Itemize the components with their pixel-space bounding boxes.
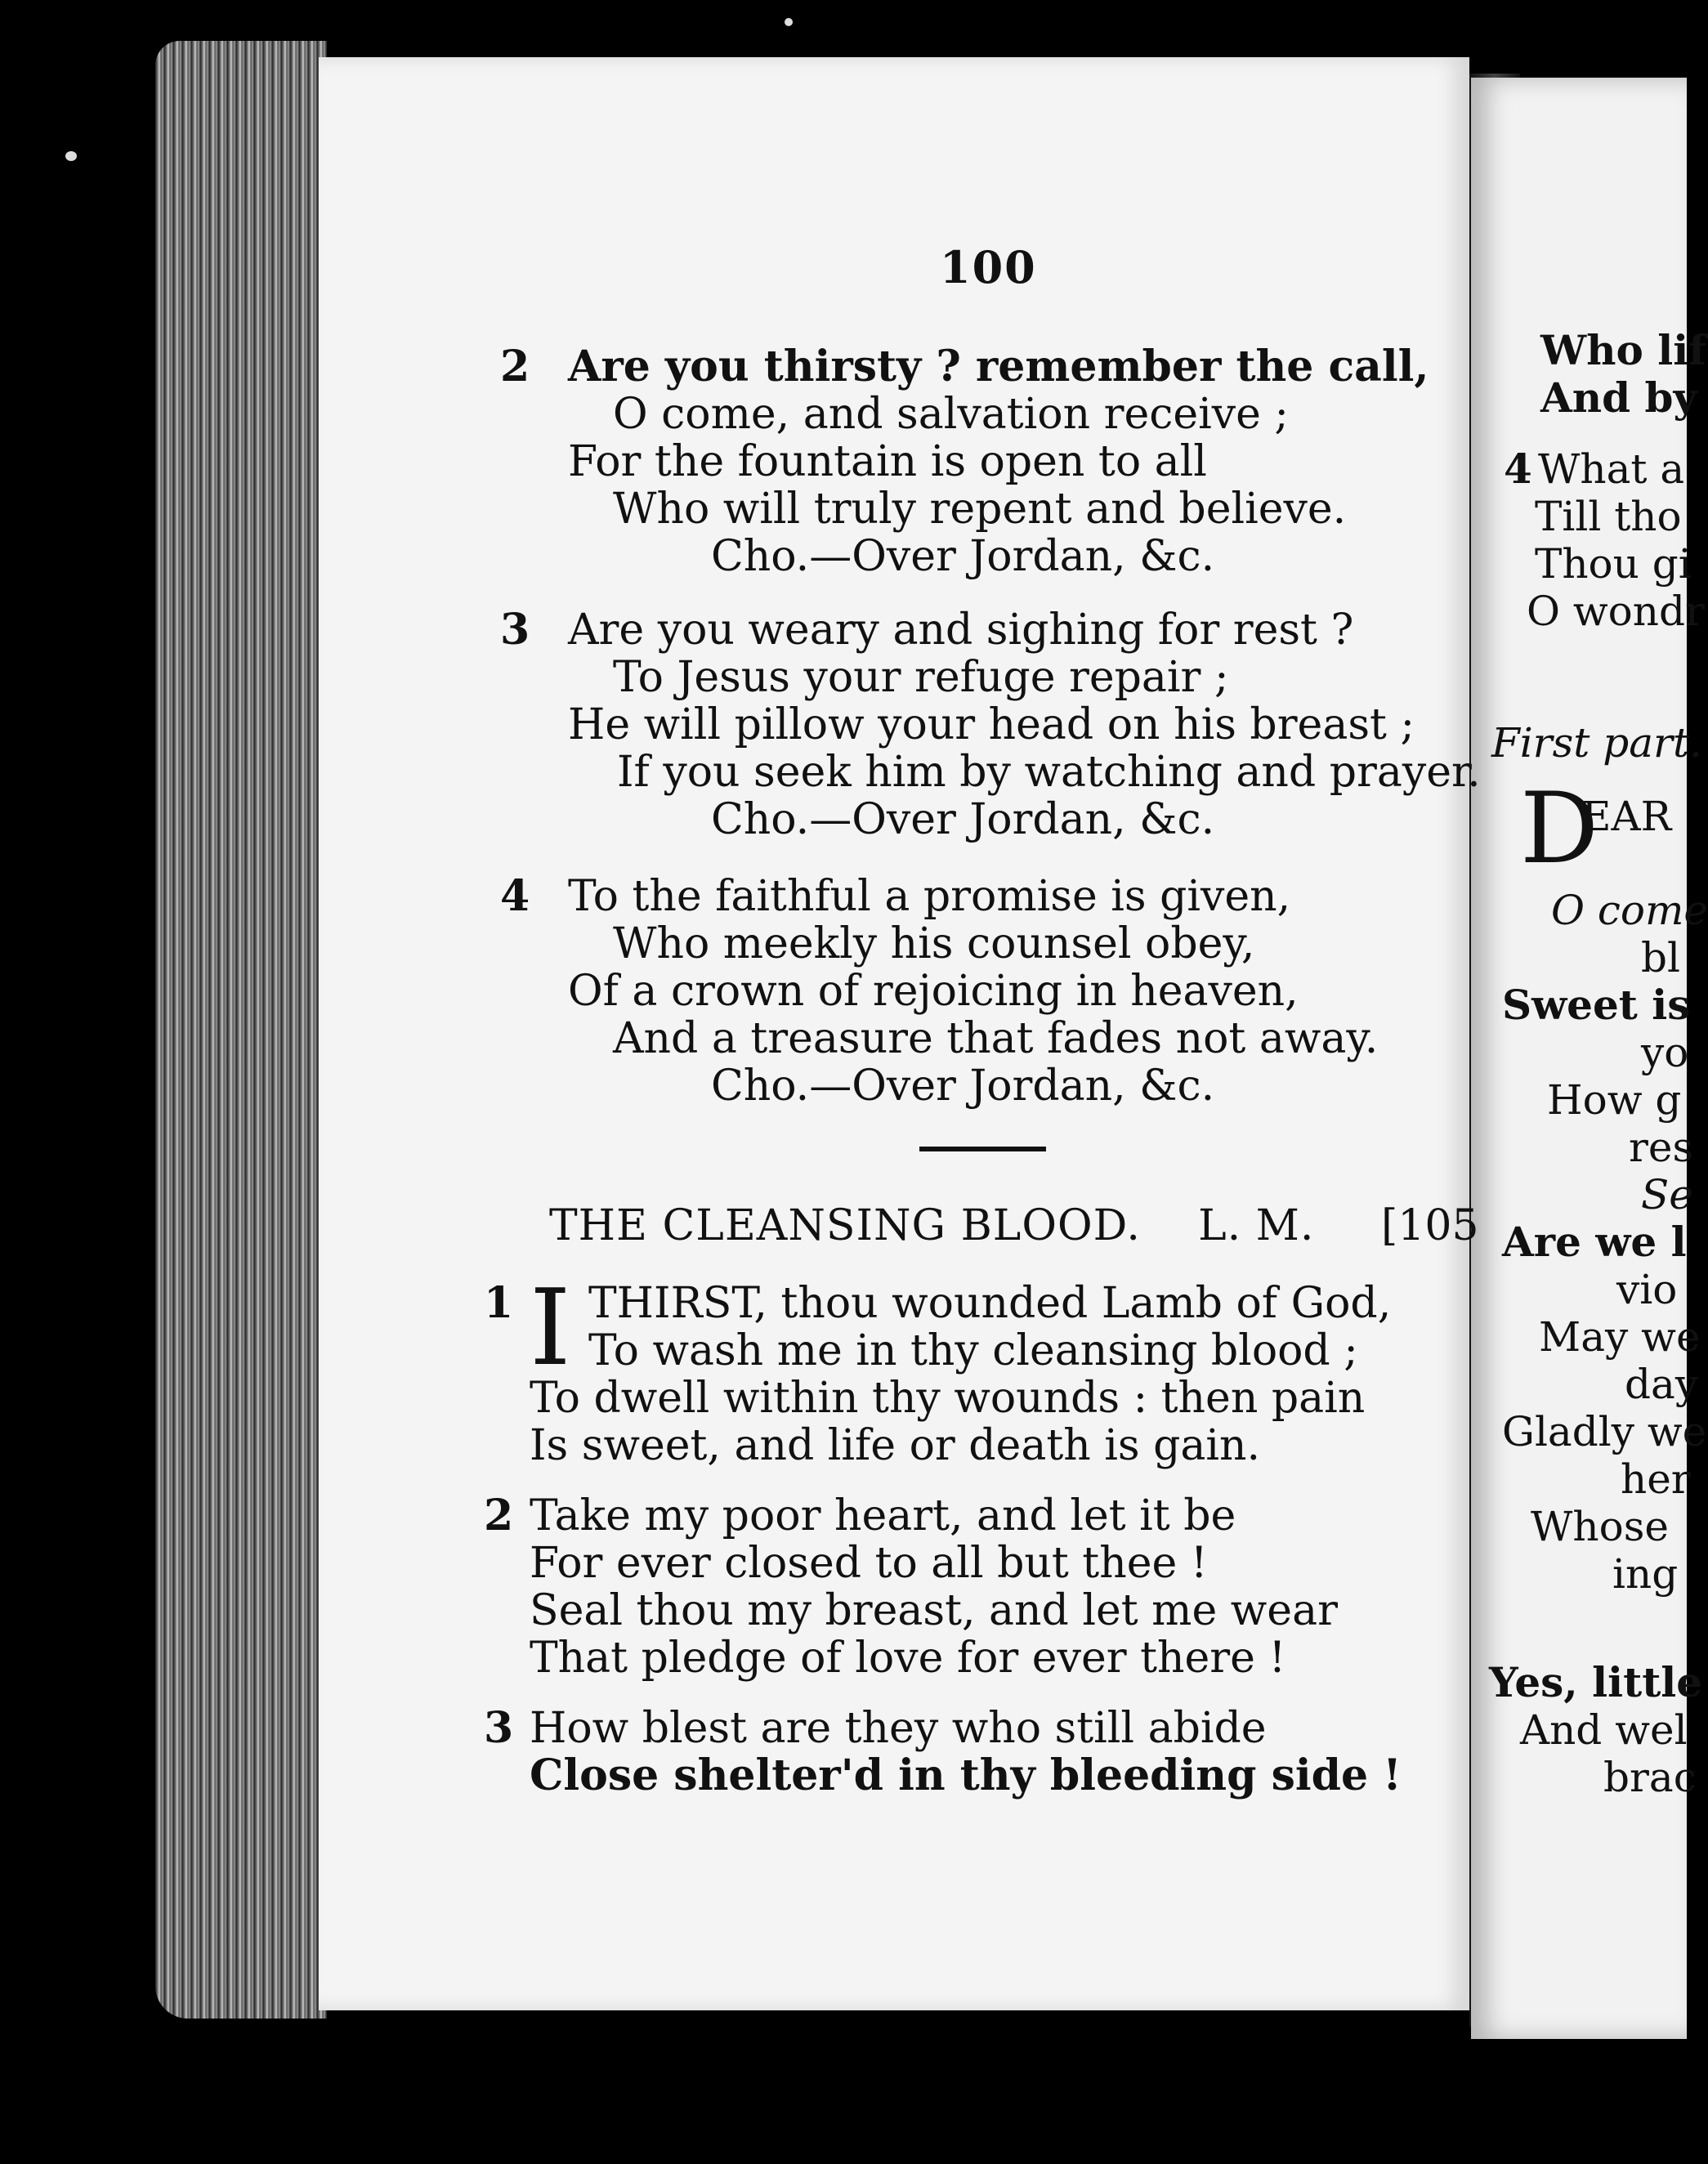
right-mid-lines — [1502, 887, 1708, 1598]
right-drop-cap: D — [1520, 772, 1599, 886]
right-line: Yes, little — [1489, 1658, 1703, 1706]
verse-line: O come, and salvation receive ; — [613, 390, 1289, 439]
hymn-title — [549, 1201, 1314, 1250]
right-line: Gladly we — [1502, 1408, 1707, 1455]
first-part-label: First part. — [1491, 719, 1702, 767]
verse-number: 4 — [500, 871, 530, 921]
speck — [785, 18, 793, 26]
hymn-reference: [105 — [1381, 1201, 1479, 1250]
verse-line: If you seek him by watching and prayer. — [617, 748, 1481, 797]
verse-3 — [500, 605, 1481, 844]
hymn-verse-2 — [484, 1491, 1338, 1683]
verse-line: How blest are they who still abide — [530, 1704, 1267, 1753]
right-line: And by — [1540, 373, 1697, 422]
right-verse-4 — [1504, 445, 1705, 635]
right-line: How g — [1547, 1076, 1682, 1124]
verse-line: And a treasure that fades not away. — [613, 1014, 1379, 1063]
verse-number: 3 — [500, 605, 530, 655]
verse-line: Seal thou my breast, and let me wear — [530, 1586, 1338, 1635]
section-divider — [919, 1147, 1046, 1151]
right-line: brac — [1603, 1754, 1697, 1801]
right-line: Are we l — [1502, 1218, 1687, 1266]
verse-line: Is sweet, and life or death is gain. — [530, 1421, 1261, 1470]
right-line: vio — [1616, 1266, 1678, 1313]
verse-line: THIRST, thou wounded Lamb of God, — [588, 1279, 1392, 1328]
right-line: day — [1625, 1361, 1699, 1408]
verse-number: 2 — [484, 1491, 514, 1540]
verse-2 — [500, 342, 1429, 581]
right-line: And wel — [1520, 1706, 1688, 1754]
page-number: 100 — [940, 241, 1037, 293]
right-line: What a — [1538, 445, 1685, 493]
verse-line: To the faithful a promise is given, — [568, 872, 1291, 921]
right-line: Whose — [1531, 1503, 1669, 1550]
chorus-line: Cho.—Over Jordan, &c. — [711, 532, 1215, 581]
right-line: ing — [1612, 1550, 1679, 1598]
right-dear-text: EAR — [1581, 793, 1672, 840]
right-line: Se — [1641, 1171, 1693, 1218]
right-line: Thou gi — [1535, 540, 1692, 588]
speck — [65, 151, 77, 161]
verse-number: 3 — [484, 1703, 514, 1753]
right-line: Sweet is — [1502, 981, 1691, 1029]
verse-4 — [500, 871, 1379, 1111]
right-line: Who lif — [1540, 326, 1706, 374]
verse-line: Are you weary and sighing for rest ? — [568, 606, 1354, 655]
right-line: Till tho — [1535, 493, 1682, 540]
right-top-lines — [1540, 327, 1706, 422]
verse-number: 1 — [484, 1278, 514, 1328]
right-line: May we — [1539, 1313, 1701, 1361]
hymn-verse-1 — [484, 1268, 1392, 1470]
verse-number: 4 — [1504, 445, 1532, 493]
right-line: her — [1621, 1455, 1691, 1503]
verse-line: To dwell within thy wounds : then pain — [530, 1374, 1366, 1423]
verse-line: For the fountain is open to all — [568, 437, 1207, 486]
verse-line: Of a crown of rejoicing in heaven, — [568, 967, 1299, 1016]
verse-line: Who meekly his counsel obey, — [613, 919, 1255, 968]
right-line: res — [1629, 1124, 1694, 1171]
verse-number: 2 — [500, 342, 530, 391]
verse-line: Take my poor heart, and let it be — [530, 1491, 1236, 1540]
verse-line: Close shelter'd in thy bleeding side ! — [530, 1750, 1402, 1800]
chorus-line: Cho.—Over Jordan, &c. — [711, 1062, 1215, 1111]
hymn-verse-3 — [484, 1703, 1402, 1800]
verse-line: He will pillow your head on his breast ; — [568, 700, 1415, 749]
right-line: yo — [1641, 1029, 1689, 1076]
verse-line: For ever closed to all but thee ! — [530, 1539, 1208, 1588]
verse-line: To wash me in thy cleansing blood ; — [588, 1326, 1358, 1375]
hymn-meter: L. M. — [1198, 1201, 1315, 1250]
verse-line: Are you thirsty ? remember the call, — [568, 342, 1429, 391]
drop-cap: I — [530, 1268, 571, 1389]
right-line: O wondr — [1527, 588, 1705, 635]
chorus-line: Cho.—Over Jordan, &c. — [711, 795, 1215, 844]
hymn-title-text: THE CLEANSING BLOOD. — [549, 1201, 1141, 1250]
verse-line: Who will truly repent and believe. — [613, 485, 1347, 534]
verse-line: That pledge of love for ever there ! — [530, 1634, 1286, 1683]
verse-line: To Jesus your refuge repair ; — [613, 653, 1229, 702]
right-line: bl — [1641, 934, 1680, 981]
right-bottom-lines — [1489, 1659, 1702, 1801]
page-edges — [155, 41, 327, 2019]
right-line: O come — [1551, 887, 1708, 934]
